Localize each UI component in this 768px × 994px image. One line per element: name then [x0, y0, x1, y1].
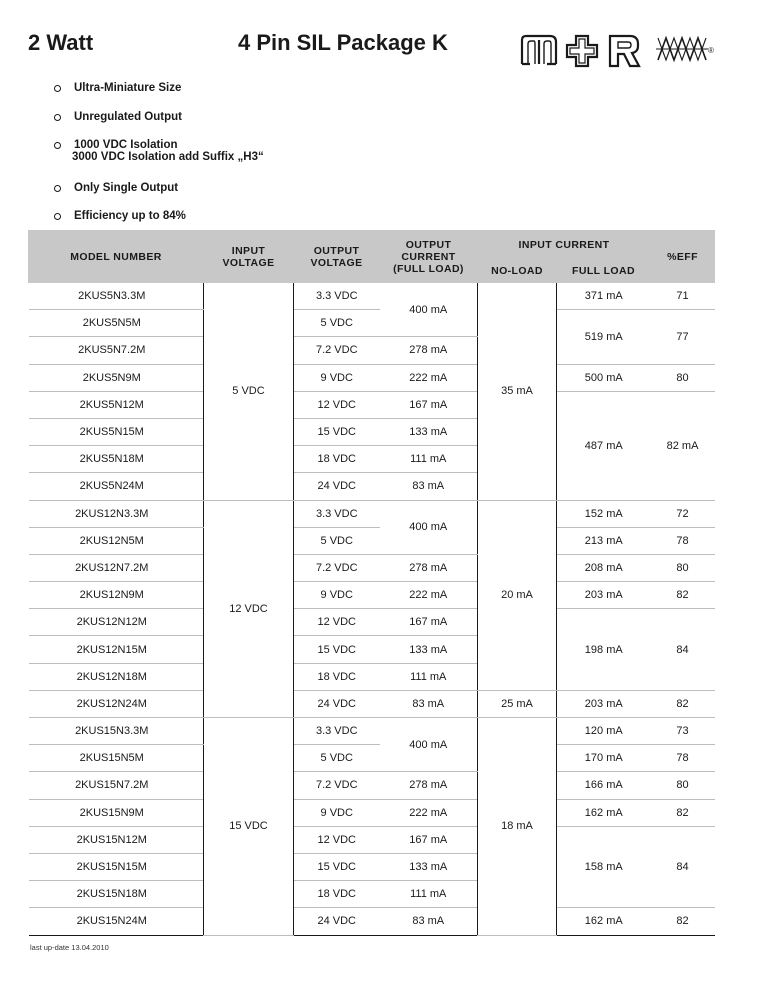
table-row: 2KUS5N7.2M 7.2 VDC 278 mA: [29, 337, 715, 364]
last-update-note: last up-date 13.04.2010: [30, 943, 109, 952]
header-output-current: OUTPUT CURRENT (FULL LOAD): [380, 231, 478, 283]
header-no-load: NO-LOAD: [478, 259, 557, 283]
power-rating: 2 Watt: [28, 30, 94, 55]
header-model: MODEL NUMBER: [29, 231, 204, 283]
table-row: 2KUS5N5M 5 VDC 519 mA 77: [29, 310, 715, 337]
package-title: 4 Pin SIL Package K: [238, 30, 448, 55]
table-row: 2KUS15N3.3M 15 VDC 3.3 VDC 400 mA 18 mA 120 mA 73: [29, 718, 715, 745]
header-input-voltage: INPUT VOLTAGE: [204, 231, 294, 283]
bullet-icon: [54, 213, 61, 220]
table-row: 2KUS5N12M 12 VDC 167 mA 487 mA 82 mA: [29, 391, 715, 418]
table-row: 2KUS15N5M 5 VDC 170 mA 78: [29, 745, 715, 772]
table-row: 2KUS12N18M 18 VDC 111 mA: [29, 663, 715, 690]
table-row: 2KUS12N9M 9 VDC 222 mA 203 mA 82: [29, 582, 715, 609]
spec-table: [28, 230, 715, 936]
table-row: 2KUS5N9M 9 VDC 222 mA 500 mA 80: [29, 364, 715, 391]
table-row: 2KUS12N5M 5 VDC 213 mA 78: [29, 527, 715, 554]
table-row: 2KUS15N7.2M 7.2 VDC 278 mA 166 mA 80: [29, 772, 715, 799]
table-row: 2KUS12N12M 12 VDC 167 mA 198 mA 84: [29, 609, 715, 636]
table-row: 2KUS15N15M 15 VDC 133 mA: [29, 853, 715, 880]
bullet-icon: [54, 142, 61, 149]
table-row: 2KUS12N15M 15 VDC 133 mA: [29, 636, 715, 663]
table-row: 2KUS12N7.2M 7.2 VDC 278 mA 208 mA 80: [29, 554, 715, 581]
bullet-icon: [54, 185, 61, 192]
header-output-voltage: OUTPUT VOLTAGE: [294, 231, 380, 283]
table-row: 2KUS5N24M 24 VDC 83 mA: [29, 473, 715, 500]
bullet-icon: [54, 114, 61, 121]
table-row: 2KUS5N15M 15 VDC 133 mA: [29, 418, 715, 445]
header-input-current: INPUT CURRENT: [478, 231, 651, 259]
table-row: 2KUS12N24M 24 VDC 83 mA 25 mA 203 mA 82: [29, 690, 715, 717]
header-full-load: FULL LOAD: [557, 259, 651, 283]
table-row: 2KUS15N12M 12 VDC 167 mA 158 mA 84: [29, 826, 715, 853]
table-row: 2KUS15N24M 24 VDC 83 mA 162 mA 82: [29, 908, 715, 935]
table-row: 2KUS5N18M 18 VDC 111 mA: [29, 446, 715, 473]
mr-logo: [518, 30, 718, 70]
table-row: 2KUS12N3.3M 12 VDC 3.3 VDC 400 mA 20 mA 152 mA 72: [29, 500, 715, 527]
table-row: 2KUS5N3.3M 5 VDC 3.3 VDC 400 mA 35 mA 371 mA 71: [29, 283, 715, 310]
table-row: 2KUS15N18M 18 VDC 111 mA: [29, 881, 715, 908]
svg-text:®: ®: [708, 46, 714, 55]
bullet-icon: [54, 85, 61, 92]
header-eff: %EFF: [651, 231, 715, 283]
table-row: 2KUS15N9M 9 VDC 222 mA 162 mA 82: [29, 799, 715, 826]
